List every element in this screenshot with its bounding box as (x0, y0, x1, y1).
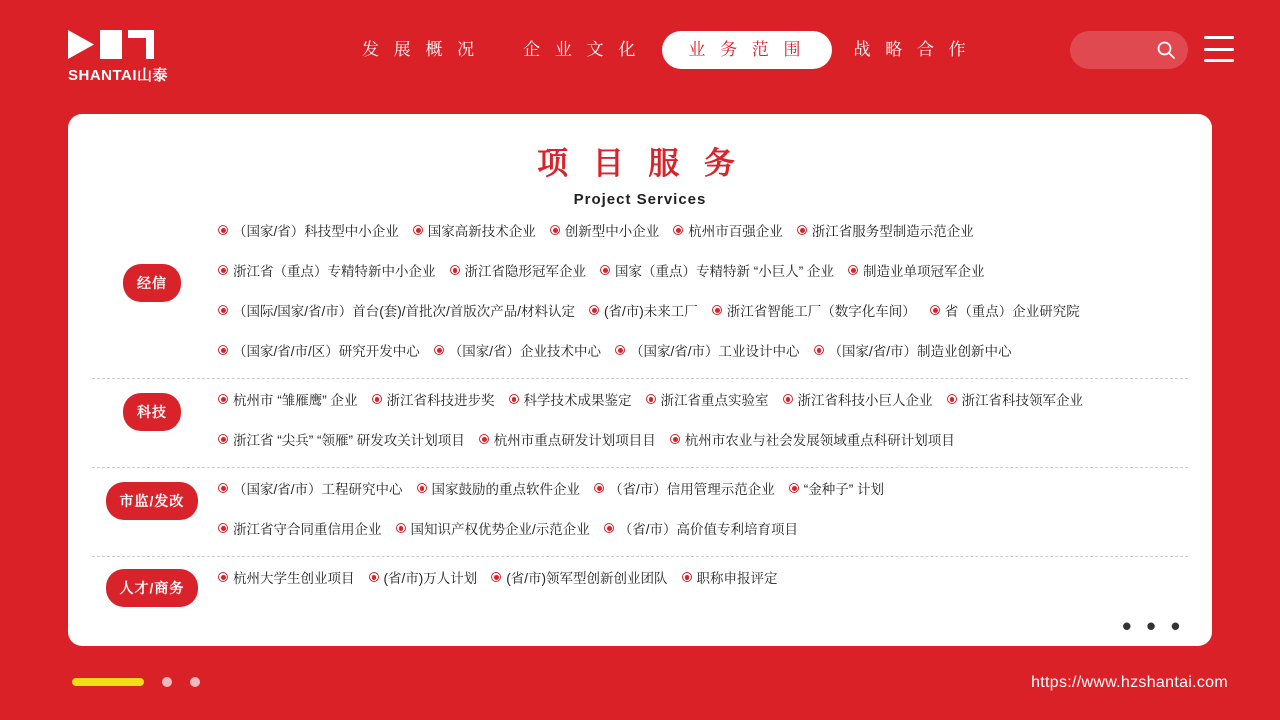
bullet-icon (600, 265, 610, 275)
list-item[interactable] (783, 389, 933, 409)
item-row (218, 468, 1212, 508)
item-label: “金种子” 计划 (803, 482, 885, 497)
list-item[interactable] (848, 260, 985, 280)
search-icon[interactable] (1156, 40, 1176, 60)
site-url: https://www.hzshantai.com (1031, 674, 1228, 691)
item-label: 浙江省守合同重信用企业 (233, 522, 382, 537)
group-tag-wrap (92, 468, 212, 520)
item-label: (省/市)未来工厂 (604, 304, 698, 319)
item-label: 创新型中小企业 (564, 224, 660, 239)
bullet-icon (673, 225, 683, 235)
hamburger-menu-icon[interactable] (1204, 36, 1234, 62)
search-input[interactable] (1070, 31, 1188, 69)
list-item[interactable] (509, 389, 632, 409)
item-label: 职称申报评定 (696, 571, 778, 586)
list-item[interactable] (218, 260, 436, 280)
list-item[interactable] (600, 260, 834, 280)
list-item[interactable] (218, 340, 420, 360)
bullet-icon (550, 225, 560, 235)
item-row (218, 330, 1212, 370)
bullet-icon (218, 572, 228, 582)
list-item[interactable] (947, 389, 1084, 409)
bullet-icon (797, 225, 807, 235)
brand-name: SHANTAI山泰 (68, 67, 169, 84)
item-label: 杭州市 “雏雁鹰” 企业 (233, 393, 358, 408)
group-tag-wrap (92, 379, 212, 431)
item-label: 国家鼓励的重点软件企业 (431, 482, 581, 497)
item-label: （国家/省/市）制造业创新中心 (828, 344, 1012, 359)
item-label: （国家/省/市）工程研究中心 (233, 482, 403, 497)
list-item[interactable] (589, 300, 698, 320)
group-tag-rencai-shangwu[interactable]: 人才/商务 (106, 569, 199, 607)
list-item[interactable] (218, 220, 399, 240)
item-row (218, 250, 1212, 290)
list-item[interactable] (396, 518, 590, 538)
bullet-icon (491, 572, 501, 582)
bullet-icon (814, 345, 824, 355)
item-row (218, 557, 1212, 597)
pager-dot-3[interactable] (190, 677, 200, 687)
item-row (218, 419, 1212, 459)
list-item[interactable] (369, 567, 478, 587)
list-item[interactable] (814, 340, 1012, 360)
list-item[interactable] (615, 340, 800, 360)
bullet-icon (930, 305, 940, 315)
list-item[interactable] (550, 220, 660, 240)
list-item[interactable] (797, 220, 974, 240)
bullet-icon (509, 394, 519, 404)
item-label: 制造业单项冠军企业 (863, 264, 985, 279)
bullet-icon (417, 483, 427, 493)
list-item[interactable] (604, 518, 798, 538)
list-item[interactable] (218, 389, 358, 409)
list-item[interactable] (218, 429, 465, 449)
bullet-icon (369, 572, 379, 582)
item-label: （国家/省/市/区）研究开发中心 (233, 344, 420, 359)
list-item[interactable] (218, 518, 382, 538)
service-group (68, 468, 1212, 556)
item-label: 国知识产权优势企业/示范企业 (410, 522, 590, 537)
bullet-icon (218, 345, 228, 355)
group-tag-jingxin[interactable]: 经信 (123, 264, 181, 302)
site-header (0, 0, 1280, 100)
item-label: (省/市)领军型创新创业团队 (506, 571, 668, 586)
item-label: 浙江省服务型制造示范企业 (811, 224, 974, 239)
bullet-icon (947, 394, 957, 404)
service-groups (68, 210, 1212, 613)
bullet-icon (434, 345, 444, 355)
list-item[interactable] (673, 220, 783, 240)
group-tag-shijian-fagai[interactable]: 市监/发改 (106, 482, 199, 520)
group-tag-wrap (92, 557, 212, 607)
service-group (68, 379, 1212, 467)
list-item[interactable] (789, 478, 884, 498)
item-label: 杭州大学生创业项目 (233, 571, 355, 586)
carousel-pager (72, 677, 200, 687)
item-label: 杭州市重点研发计划项目目 (493, 433, 656, 448)
menu-line-1 (1204, 36, 1234, 39)
nav-item-development[interactable]: 发 展 概 况 (362, 40, 480, 59)
list-item[interactable] (712, 300, 916, 320)
item-label: （国际/国家/省/市）首台(套)/首批次/首版次产品/材料认定 (233, 304, 575, 319)
bullet-icon (646, 394, 656, 404)
bullet-icon (712, 305, 722, 315)
page-title: 项 目 服 务 (537, 146, 743, 181)
bullet-icon (783, 394, 793, 404)
group-items (212, 379, 1212, 459)
nav-item-business-scope[interactable]: 业 务 范 围 (662, 31, 831, 69)
list-item[interactable] (372, 389, 495, 409)
item-row (218, 290, 1212, 330)
service-group (68, 557, 1212, 613)
more-indicator[interactable]: • • • (1122, 611, 1184, 641)
list-item[interactable] (682, 567, 778, 587)
shantai-logo-icon (68, 28, 172, 61)
bullet-icon (218, 225, 228, 235)
menu-line-2 (1204, 48, 1234, 51)
item-label: 浙江省重点实验室 (660, 393, 769, 408)
list-item[interactable] (930, 300, 1080, 320)
bullet-icon (615, 345, 625, 355)
item-label: 杭州市百强企业 (688, 224, 783, 239)
nav-item-culture[interactable]: 企 业 文 化 (523, 40, 641, 59)
list-item[interactable] (218, 567, 355, 587)
bullet-icon (218, 434, 228, 444)
item-label: （国家/省/市）工业设计中心 (630, 344, 800, 359)
group-tag-keji[interactable]: 科技 (123, 393, 181, 431)
list-item[interactable] (479, 429, 656, 449)
nav-item-strategic-cooperation[interactable]: 战 略 合 作 (853, 40, 971, 59)
item-label: 浙江省科技进步奖 (386, 393, 495, 408)
item-label: （省/市）高价值专利培育项目 (618, 522, 799, 537)
item-label: 科学技术成果鉴定 (523, 393, 632, 408)
service-group (68, 210, 1212, 378)
list-item[interactable] (594, 478, 775, 498)
list-item[interactable] (218, 478, 403, 498)
item-label: (省/市)万人计划 (383, 571, 478, 586)
bullet-icon (589, 305, 599, 315)
list-item[interactable] (417, 478, 581, 498)
item-label: 浙江省科技领军企业 (961, 393, 1083, 408)
item-label: 国家（重点）专精特新 “小巨人” 企业 (615, 264, 834, 279)
item-label: 浙江省 “尖兵” “领雁” 研发攻关计划项目 (233, 433, 465, 448)
group-tag-wrap (92, 210, 212, 302)
bullet-icon (789, 483, 799, 493)
list-item[interactable] (491, 567, 667, 587)
pager-active-bar[interactable] (72, 678, 144, 686)
item-label: 杭州市农业与社会发展领域重点科研计划项目 (684, 433, 955, 448)
bullet-icon (218, 265, 228, 275)
bullet-icon (479, 434, 489, 444)
bullet-icon (218, 305, 228, 315)
list-item[interactable] (218, 300, 575, 320)
bullet-icon (218, 523, 228, 533)
item-label: 浙江省科技小巨人企业 (797, 393, 933, 408)
item-row (218, 210, 1212, 250)
bullet-icon (848, 265, 858, 275)
list-item[interactable] (434, 340, 601, 360)
bullet-icon (670, 434, 680, 444)
list-item[interactable] (413, 220, 536, 240)
bullet-icon (372, 394, 382, 404)
bullet-icon (594, 483, 604, 493)
bullet-icon (396, 523, 406, 533)
group-items (212, 468, 1212, 548)
group-items (212, 210, 1212, 370)
menu-line-3 (1204, 59, 1234, 62)
item-label: 浙江省智能工厂（数字化车间） (726, 304, 916, 319)
item-label: （省/市）信用管理示范企业 (609, 482, 775, 497)
list-item[interactable] (646, 389, 769, 409)
item-label: （国家/省）科技型中小企业 (233, 224, 399, 239)
bullet-icon (218, 394, 228, 404)
bullet-icon (413, 225, 423, 235)
list-item[interactable] (670, 429, 955, 449)
bullet-icon (682, 572, 692, 582)
item-row (218, 508, 1212, 548)
list-item[interactable] (450, 260, 587, 280)
item-label: （国家/省）企业技术中心 (448, 344, 602, 359)
main-nav (340, 0, 993, 100)
bullet-icon (450, 265, 460, 275)
item-label: 浙江省隐形冠军企业 (464, 264, 586, 279)
page-subtitle: Project Services (573, 191, 707, 208)
project-services-card (68, 114, 1212, 646)
item-label: 浙江省（重点）专精特新中小企业 (233, 264, 436, 279)
pager-dot-2[interactable] (162, 677, 172, 687)
bullet-icon (604, 523, 614, 533)
item-label: 国家高新技术企业 (427, 224, 536, 239)
brand-logo[interactable] (68, 28, 178, 86)
group-items (212, 557, 1212, 597)
item-label: 省（重点）企业研究院 (944, 304, 1080, 319)
item-row (218, 379, 1212, 419)
bullet-icon (218, 483, 228, 493)
